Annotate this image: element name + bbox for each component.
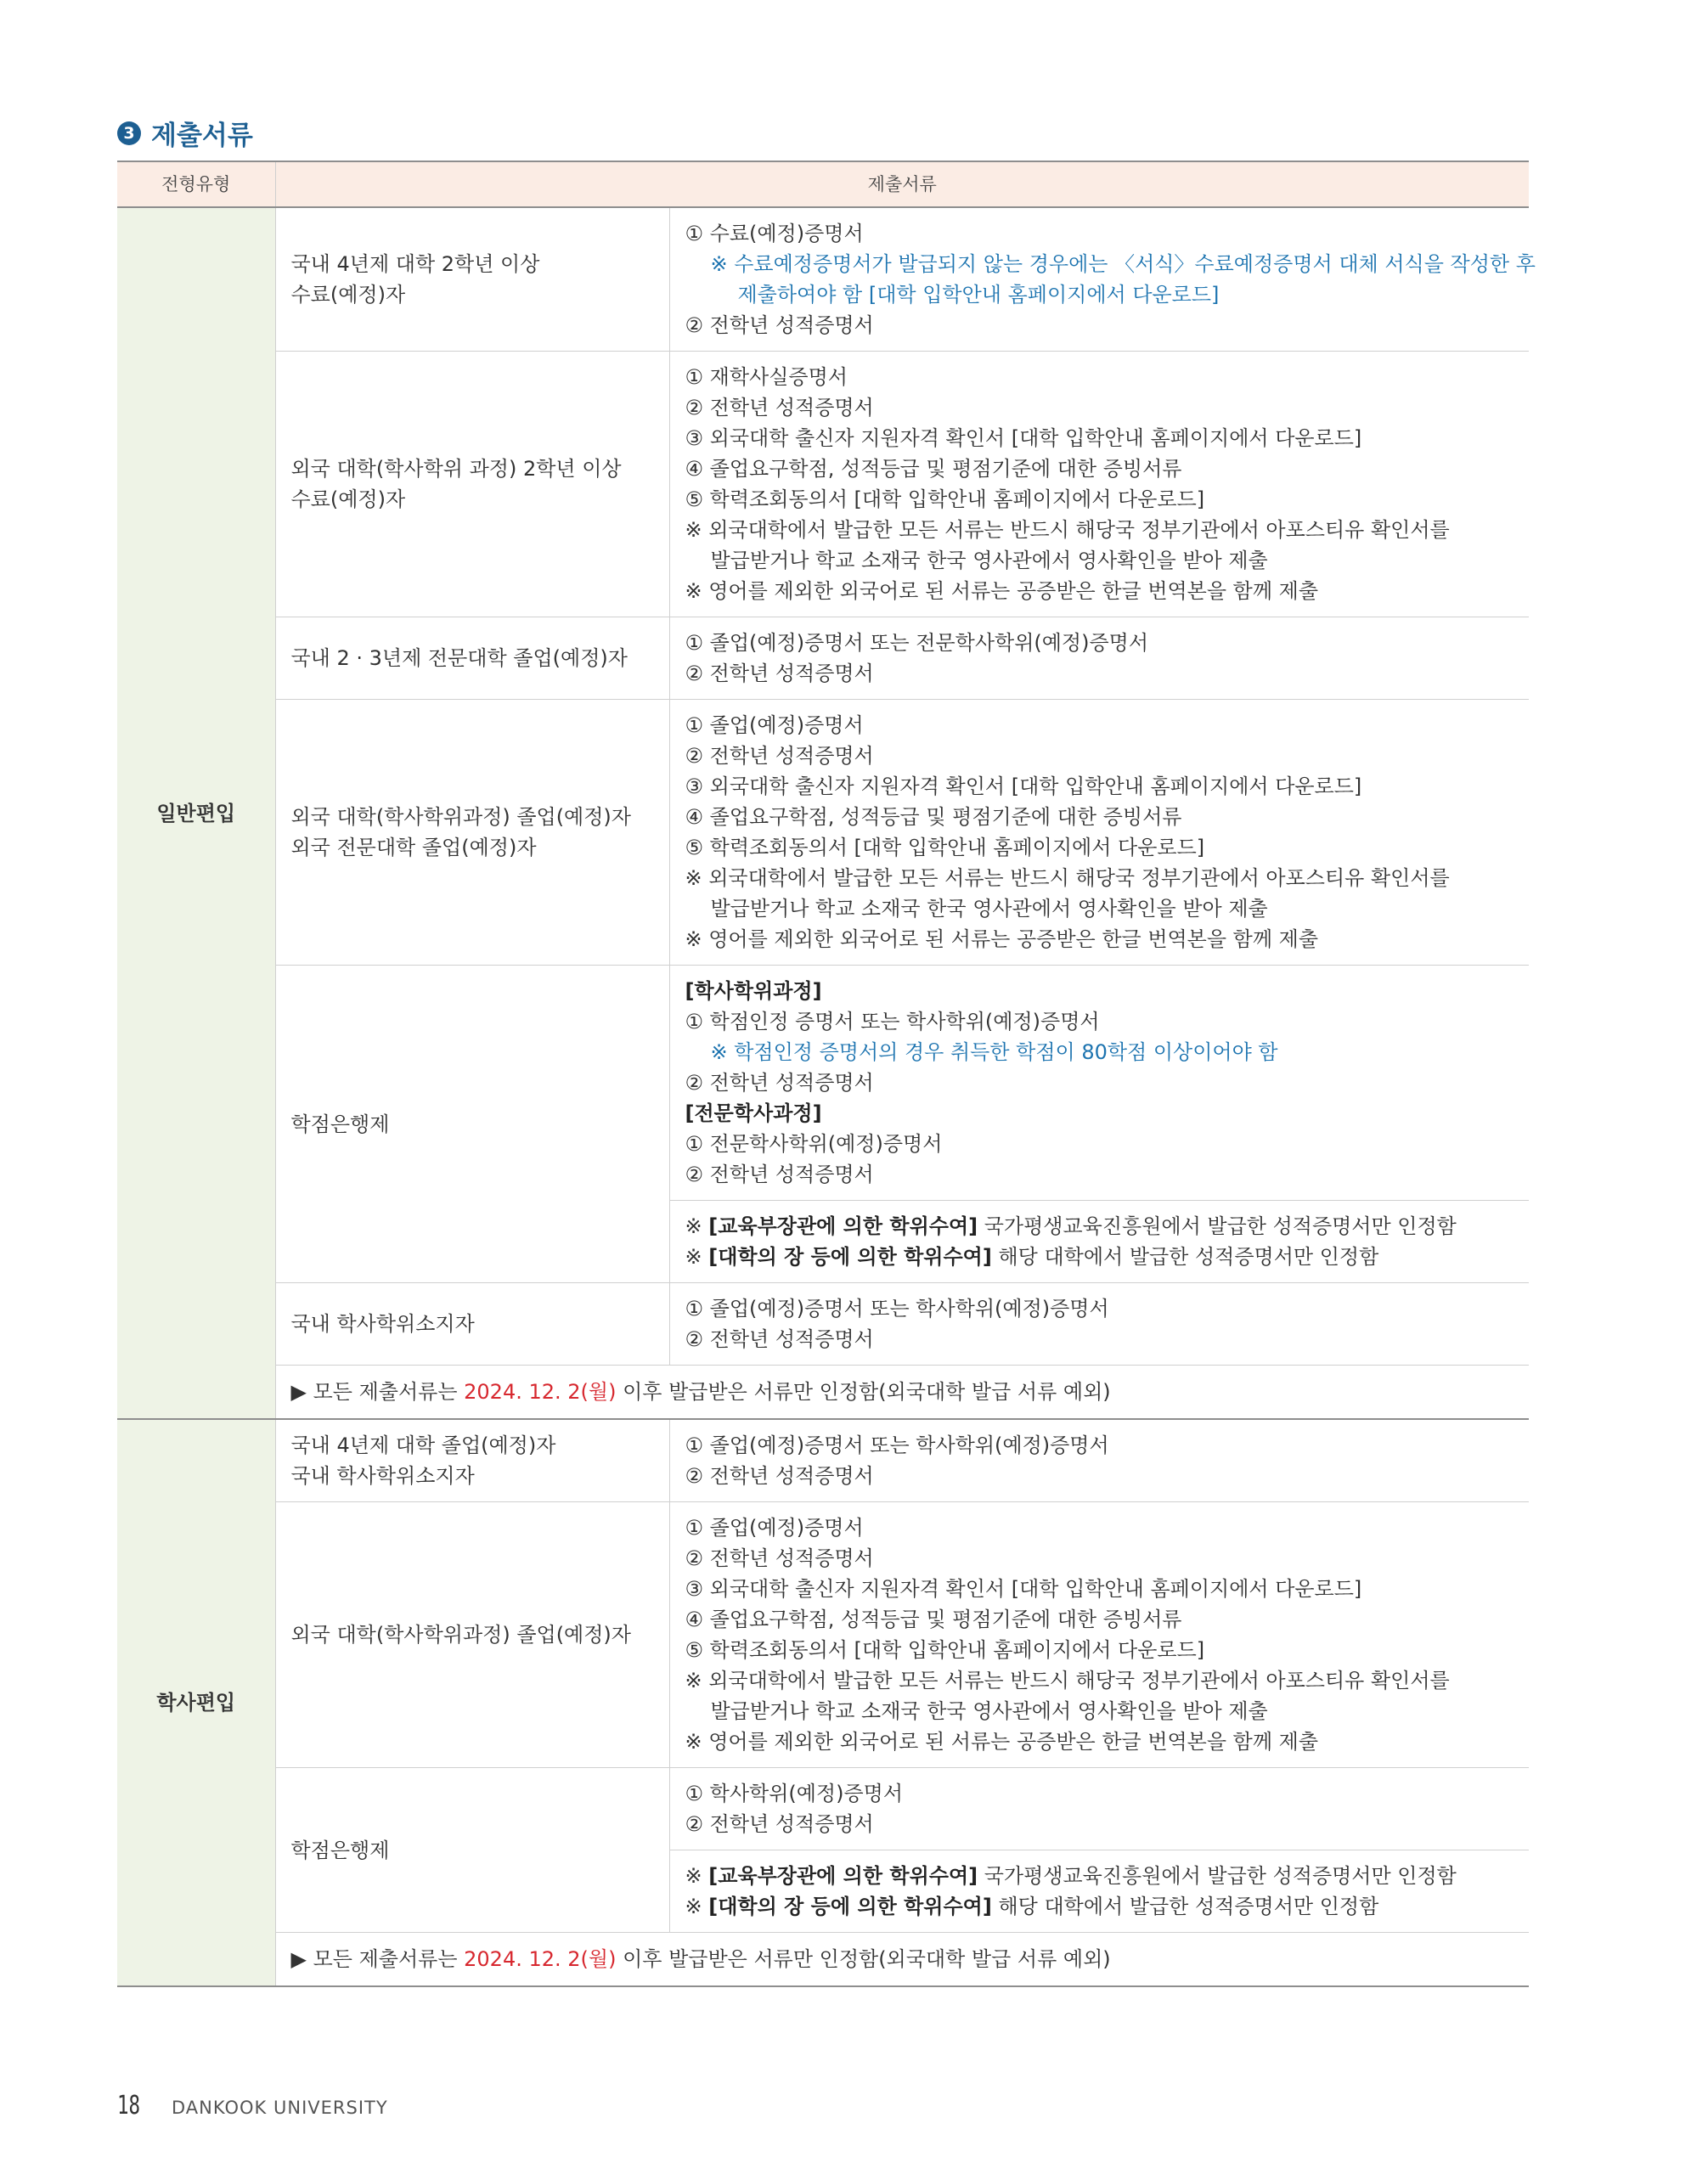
footnote-before: ▶ 모든 제출서류는: [290, 1380, 465, 1404]
document-line: ① 졸업(예정)증명서: [685, 713, 864, 737]
documents-cell: [669, 207, 1536, 352]
footer-brand: DANKOOK UNIVERSITY: [172, 2098, 388, 2118]
document-line: ④ 졸업요구학점, 성적등급 및 평점기준에 대한 증빙서류: [685, 1608, 1182, 1631]
document-line: ② 전학년 성적증명서: [685, 1812, 874, 1836]
footnote-before: ▶ 모든 제출서류는: [290, 1947, 465, 1971]
document-line: ※ 수료예정증명서가 발급되지 않는 경우에는 〈서식〉수료예정증명서 대체 서식을 작성한 후: [710, 252, 1536, 276]
type-line: 국내 4년제 대학 졸업(예정)자: [290, 1433, 556, 1457]
note-rest: 해당 대학에서 발급한 성적증명서만 인정함: [991, 1895, 1379, 1918]
type-line: 외국 대학(학사학위과정) 졸업(예정)자: [290, 1623, 631, 1647]
type-cell: [275, 352, 669, 617]
note-line: [685, 1211, 1514, 1242]
document-line: ② 전학년 성적증명서: [685, 1546, 874, 1570]
type-line: 국내 4년제 대학 2학년 이상: [290, 252, 540, 276]
documents-cell: [669, 700, 1529, 966]
table-row: [117, 966, 1529, 1201]
document-line: ① 학점인정 증명서 또는 학사학위(예정)증명서: [685, 1010, 1100, 1033]
type-line: 국내 2 · 3년제 전문대학 졸업(예정)자: [290, 646, 628, 670]
footnote-after: 이후 발급받은 서류만 인정함(외국대학 발급 서류 예외): [616, 1380, 1111, 1404]
table-row: [117, 700, 1529, 966]
type-line: 외국 전문대학 졸업(예정)자: [290, 836, 537, 859]
note-rest: 국가평생교육진흥원에서 발급한 성적증명서만 인정함: [978, 1214, 1457, 1238]
category-cell: 일반편입: [117, 207, 275, 1419]
page-footer: [117, 2091, 388, 2120]
table-row: [117, 1768, 1529, 1850]
documents-cell: [669, 352, 1529, 617]
note-bold: [대학의 장 등에 의한 학위수여]: [708, 1895, 992, 1918]
footnote-cell: [275, 1366, 1529, 1420]
type-line: 학점은행제: [290, 1112, 390, 1136]
type-line: 외국 대학(학사학위 과정) 2학년 이상: [290, 457, 622, 481]
document-line: ② 전학년 성적증명서: [685, 1071, 874, 1095]
note-line: [685, 1861, 1514, 1891]
document-line: ※ 영어를 제외한 외국어로 된 서류는 공증받은 한글 번역본을 함께 제출: [685, 579, 1319, 603]
type-line: 외국 대학(학사학위과정) 졸업(예정)자: [290, 805, 631, 829]
document-line: [전문학사과정]: [685, 1101, 822, 1125]
document-line: ※ 외국대학에서 발급한 모든 서류는 반드시 해당국 정부기관에서 아포스티유 확인서를: [685, 866, 1450, 890]
type-cell: [275, 1283, 669, 1366]
documents-cell: [669, 1768, 1529, 1850]
document-line: ① 졸업(예정)증명서 또는 학사학위(예정)증명서: [685, 1297, 1109, 1321]
type-cell: [275, 700, 669, 966]
documents-cell: [669, 966, 1529, 1201]
note-prefix: ※: [685, 1895, 709, 1918]
type-cell: [275, 1419, 669, 1502]
table-row: [117, 1933, 1529, 1987]
footnote-after: 이후 발급받은 서류만 인정함(외국대학 발급 서류 예외): [616, 1947, 1111, 1971]
note-line: [685, 1242, 1514, 1272]
note-rest: 해당 대학에서 발급한 성적증명서만 인정함: [991, 1245, 1379, 1269]
document-line: ① 전문학사학위(예정)증명서: [685, 1132, 943, 1156]
note-rest: 국가평생교육진흥원에서 발급한 성적증명서만 인정함: [978, 1864, 1457, 1888]
documents-cell: [669, 1419, 1529, 1502]
type-cell: [275, 1768, 669, 1933]
type-line: 수료(예정)자: [290, 283, 406, 307]
note-bold: [교육부장관에 의한 학위수여]: [708, 1214, 978, 1238]
notes-cell: [669, 1850, 1529, 1933]
document-line: ④ 졸업요구학점, 성적등급 및 평점기준에 대한 증빙서류: [685, 805, 1182, 829]
table-row: [117, 1419, 1529, 1502]
document-line: ※ 외국대학에서 발급한 모든 서류는 반드시 해당국 정부기관에서 아포스티유 확인서를: [685, 1669, 1450, 1692]
footnote-date: 2024. 12. 2(월): [464, 1380, 617, 1404]
document-line: ① 졸업(예정)증명서 또는 전문학사학위(예정)증명서: [685, 631, 1149, 655]
document-line: [학사학위과정]: [685, 979, 822, 1003]
document-line: ① 재학사실증명서: [685, 365, 848, 389]
document-line: ① 졸업(예정)증명서 또는 학사학위(예정)증명서: [685, 1433, 1109, 1457]
note-prefix: ※: [685, 1245, 709, 1269]
document-line: ③ 외국대학 출신자 지원자격 확인서 [대학 입학안내 홈페이지에서 다운로드]: [685, 774, 1362, 798]
header-documents: 제출서류: [275, 161, 1529, 207]
page-number: 18: [117, 2091, 141, 2120]
footnote-cell: [275, 1933, 1529, 1987]
document-line: ② 전학년 성적증명서: [685, 662, 874, 685]
table-row: [117, 1366, 1529, 1420]
section-title-text: 제출서류: [151, 121, 253, 151]
type-cell: [275, 1502, 669, 1768]
header-admission-type: 전형유형: [117, 161, 275, 207]
document-line: 제출하여야 함 [대학 입학안내 홈페이지에서 다운로드]: [737, 283, 1220, 307]
note-bold: [대학의 장 등에 의한 학위수여]: [708, 1245, 992, 1269]
document-line: ② 전학년 성적증명서: [685, 1464, 874, 1488]
document-line: 발급받거나 학교 소재국 한국 영사관에서 영사확인을 받아 제출: [710, 897, 1268, 921]
note-prefix: ※: [685, 1214, 709, 1238]
document-line: ⑤ 학력조회동의서 [대학 입학안내 홈페이지에서 다운로드]: [685, 487, 1205, 511]
documents-cell: [669, 1502, 1529, 1768]
document-line: ⑤ 학력조회동의서 [대학 입학안내 홈페이지에서 다운로드]: [685, 836, 1205, 859]
table-row: [117, 617, 1529, 700]
documents-cell: [669, 617, 1529, 700]
document-line: ③ 외국대학 출신자 지원자격 확인서 [대학 입학안내 홈페이지에서 다운로드]: [685, 1577, 1362, 1601]
table-row: [117, 1283, 1529, 1366]
type-cell: [275, 966, 669, 1283]
type-line: 수료(예정)자: [290, 487, 406, 511]
document-line: ④ 졸업요구학점, 성적등급 및 평점기준에 대한 증빙서류: [685, 457, 1182, 481]
table-header-row: [117, 161, 1529, 207]
document-line: ⑤ 학력조회동의서 [대학 입학안내 홈페이지에서 다운로드]: [685, 1638, 1205, 1662]
notes-cell: [669, 1201, 1529, 1283]
type-line: 학점은행제: [290, 1838, 390, 1862]
document-line: 발급받거나 학교 소재국 한국 영사관에서 영사확인을 받아 제출: [710, 1699, 1268, 1723]
document-line: ① 졸업(예정)증명서: [685, 1516, 864, 1540]
category-cell: 학사편입: [117, 1419, 275, 1986]
section-title: [117, 114, 253, 152]
document-line: 발급받거나 학교 소재국 한국 영사관에서 영사확인을 받아 제출: [710, 549, 1268, 572]
document-line: ※ 영어를 제외한 외국어로 된 서류는 공증받은 한글 번역본을 함께 제출: [685, 927, 1319, 951]
table-row: [117, 352, 1529, 617]
note-bold: [교육부장관에 의한 학위수여]: [708, 1864, 978, 1888]
document-line: ① 학사학위(예정)증명서: [685, 1782, 904, 1805]
documents-table: [117, 161, 1536, 1987]
document-line: ※ 영어를 제외한 외국어로 된 서류는 공증받은 한글 번역본을 함께 제출: [685, 1730, 1319, 1754]
type-line: 국내 학사학위소지자: [290, 1312, 475, 1336]
table-body: [117, 207, 1536, 1986]
document-line: ② 전학년 성적증명서: [685, 1327, 874, 1351]
documents-cell: [669, 1283, 1529, 1366]
type-cell: [275, 207, 669, 352]
document-line: ① 수료(예정)증명서: [685, 222, 864, 245]
type-line: 국내 학사학위소지자: [290, 1464, 475, 1488]
document-line: ※ 외국대학에서 발급한 모든 서류는 반드시 해당국 정부기관에서 아포스티유 확인서를: [685, 518, 1450, 542]
document-line: ③ 외국대학 출신자 지원자격 확인서 [대학 입학안내 홈페이지에서 다운로드]: [685, 426, 1362, 450]
table-row: [117, 1502, 1529, 1768]
document-line: ② 전학년 성적증명서: [685, 1163, 874, 1186]
note-line: [685, 1891, 1514, 1922]
table-row: [117, 207, 1529, 352]
document-line: ② 전학년 성적증명서: [685, 313, 874, 337]
document-line: ※ 학점인정 증명서의 경우 취득한 학점이 80학점 이상이어야 함: [710, 1040, 1278, 1064]
document-line: ② 전학년 성적증명서: [685, 396, 874, 420]
note-prefix: ※: [685, 1864, 709, 1888]
footnote-date: 2024. 12. 2(월): [464, 1947, 617, 1971]
type-cell: [275, 617, 669, 700]
document-line: ② 전학년 성적증명서: [685, 744, 874, 768]
section-number-badge: 3: [117, 121, 141, 145]
